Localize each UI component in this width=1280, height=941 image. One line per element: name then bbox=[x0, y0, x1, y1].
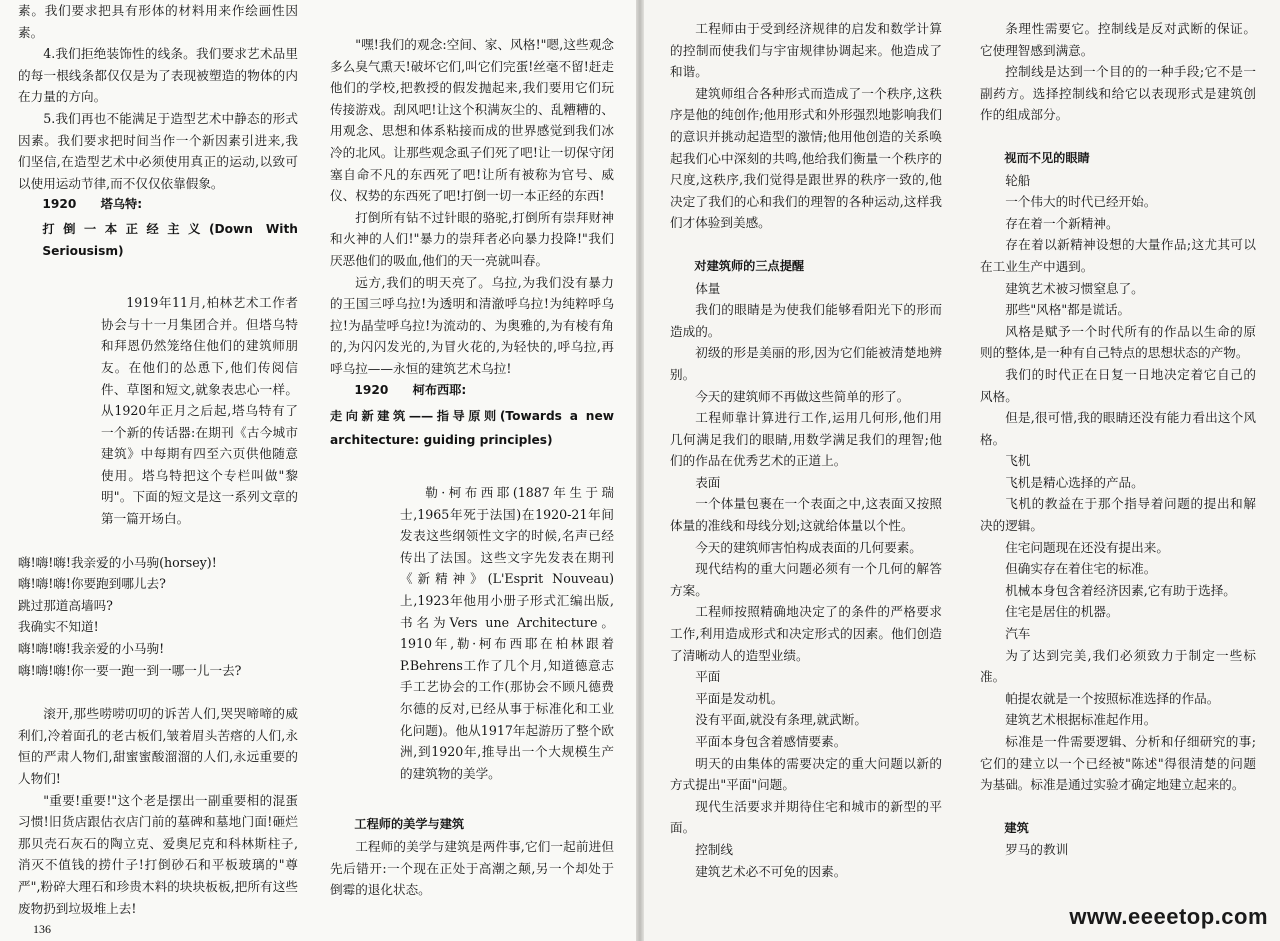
column-4 bbox=[980, 18, 1256, 861]
column-1 bbox=[18, 0, 298, 919]
subsection-title: 平面 bbox=[695, 669, 721, 685]
paragraph: 我们的眼睛是为使我们能够看阳光下的形而造成的。 bbox=[670, 302, 942, 339]
subsection-title: 体量 bbox=[695, 280, 721, 296]
page-number: 136 bbox=[33, 922, 51, 936]
subsection-title: 控制线 bbox=[695, 841, 733, 857]
intro-paragraph: 1919年11月,柏林艺术工作者协会与十一月集团合并。但塔乌特和拜恩仍然笼络住他们的建筑师朋友。在他们的怂恿下,他们传阅信件、草图和短文,就象表忠心一样。从1920年正月之后起,塔乌特有了一个新的传话器:在期刊《古今城市建筑》中每期有四至六页供他随意使用。塔乌特把这个专栏叫做"黎明"。下面的短文是这一系列文章的第一篇开场白。 bbox=[101, 295, 298, 527]
paragraph: 5.我们再也不能满足于造型艺术中静态的形式因素。我们要求把时间当作一个新因素引进来,我们坚信,在造型艺术中必须使用真正的运动,以致可以使用运动节律,而不仅仅依靠假象。 bbox=[18, 110, 298, 191]
watermark-text: www.eeeetop.com bbox=[1069, 904, 1268, 929]
paragraph: 平面本身包含着感情要素。 bbox=[695, 734, 847, 749]
section-title: 视而不见的眼睛 bbox=[1004, 150, 1090, 165]
paragraph: 机械本身包含着经济因素,它有助于选择。 bbox=[1005, 582, 1236, 598]
verse-line: 嗨!嗨!嗨!我亲爱的小马驹(horsey)! bbox=[18, 554, 217, 570]
paragraph: 但确实存在着住宅的标准。 bbox=[1005, 561, 1157, 577]
verse-line: 跳过那道高墙吗? bbox=[18, 597, 113, 613]
paragraph: 那些"风格"都是谎话。 bbox=[1005, 302, 1131, 318]
section-date-author: 1920 塔乌特: bbox=[42, 197, 143, 212]
paragraph: 飞机是精心选择的产品。 bbox=[1005, 474, 1144, 490]
section-date-author: 1920 柯布西耶: bbox=[354, 382, 467, 397]
paragraph: "嘿!我们的观念:空间、家、风格!"嗯,这些观念多么臭气熏天!破坏它们,叫它们完蛋!丝毫不留!赶走他们的学校,把教授的假发抛起来,我们要用它们玩传接游戏。刮风吧!让这个积满灰尘的、乱糟糟的、用观念、思想和体系粘接而成的世界感觉到我们冰冷的北风。让那些观念虱子们死了吧!让一切保守闭塞自命不凡的东西死了吧!让所有被称为官号、威仪、权势的东西死了吧!打倒一切一本正经的东西! bbox=[330, 37, 614, 204]
column-2 bbox=[330, 34, 614, 901]
paragraph: 工程师靠计算进行工作,运用几何形,他们用几何满足我们的眼睛,用数学满足我们的理智;他们的作品在优秀艺术的正道上。 bbox=[670, 410, 942, 469]
verse-line: 我确实不知道! bbox=[18, 619, 99, 635]
paragraph: 建筑艺术根据标准起作用。 bbox=[1005, 712, 1157, 728]
paragraph: 现代结构的重大问题必须有一个几何的解答方案。 bbox=[670, 561, 942, 598]
paragraph: 住宅问题现在还没有提出来。 bbox=[1005, 539, 1169, 555]
paragraph: 现代生活要求并期待住宅和城市的新型的平面。 bbox=[670, 798, 942, 836]
paragraph: 控制线是达到一个目的的一种手段;它不是一副药方。选择控制线和给它以表现形式是建筑创作的组成部分。 bbox=[980, 64, 1256, 123]
section-title: 建筑 bbox=[1004, 820, 1029, 835]
paragraph: 平面是发动机。 bbox=[695, 690, 784, 706]
subsection-title: 汽车 bbox=[1005, 626, 1031, 642]
subsection-title: 工程师的美学与建筑 bbox=[354, 817, 465, 832]
paragraph: 工程师的美学与建筑是两件事,它们一起前进但先后错开:一个现在正处于高潮之颠,另一个却处于倒霉的退化状态。 bbox=[330, 839, 614, 898]
paragraph: 今天的建筑师不再做这些简单的形了。 bbox=[695, 388, 910, 404]
paragraph: 但是,很可惜,我的眼睛还没有能力看出这个风格。 bbox=[980, 410, 1256, 447]
intro-paragraph: 勒·柯布西耶(1887年生于瑞士,1965年死于法国)在1920-21年间发表这些纲领性文字的时候,名声已经传出了法国。这些文字先发表在期刊《新精神》(L'Esprit Nouveau)上,1923年他用小册子形式汇编出版,书名为Vers une Architecture。1910年,勒·柯布西耶在柏林跟着P.Behrens工作了几个月,知道德意志手工艺协会的工作(那协会不顾凡德费尔德的反对,已经从事于标准化和工业化问题)。他从1917年起游历了整个欧洲,到1920年,推导出一个大规模生产的建筑物的美学。 bbox=[400, 485, 614, 781]
paragraph: 建筑艺术被习惯窒息了。 bbox=[1005, 280, 1144, 296]
paragraph: 条理性需要它。控制线是反对武断的保证。它使理智感到满意。 bbox=[980, 21, 1256, 58]
paragraph: "重要!重要!"这个老是摆出一副重要相的混蛋习惯!旧货店跟估衣店门前的墓碑和墓地门面!砸烂那贝壳石灰石的陶立克、爱奥尼克和科林斯柱子,消灭不值钱的捞什子!打倒砂石和平板玻璃的"尊严",粉碎大理石和珍贵木料的块块板板,把所有这些废物扔到垃圾堆上去! bbox=[18, 792, 298, 916]
section-title: 走向新建筑——指导原则(Towards a new architecture: guiding principles) bbox=[330, 409, 614, 448]
subsection-title: 飞机 bbox=[1005, 453, 1031, 469]
paragraph: 为了达到完美,我们必须致力于制定一些标准。 bbox=[980, 647, 1256, 685]
paragraph: 帕提农就是一个按照标准选择的作品。 bbox=[1005, 690, 1220, 706]
paragraph: 住宅是居住的机器。 bbox=[1005, 604, 1119, 620]
paragraph: 没有平面,就没有条理,就武断。 bbox=[695, 712, 867, 728]
paragraph: 风格是赋予一个时代所有的作品以生命的原则的整体,是一种有自己特点的思想状态的产物。 bbox=[980, 323, 1256, 361]
paragraph: 建筑师组合各种形式而造成了一个秩序,这秩序是他的纯创作;他用形式和外形强烈地影响我们的意识并挑动起造型的激情;他用他创造的关系唤起我们心中深刻的共鸣,他给我们衡量一个秩序的尺度,这秩序,我们觉得是跟世界的秩序一致的,他决定了我们的心和我们的理智的各种运动,这样我们才体验到美感。 bbox=[670, 85, 942, 231]
paragraph: 建筑艺术必不可免的因素。 bbox=[695, 863, 847, 879]
subsection-title: 罗马的教训 bbox=[1005, 842, 1069, 858]
paragraph: 今天的建筑师害怕构成表面的几何要素。 bbox=[695, 539, 922, 555]
verse-line: 嗨!嗨!嗨!我亲爱的小马驹! bbox=[18, 641, 165, 657]
subsection-title: 表面 bbox=[695, 474, 721, 490]
paragraph: 一个伟大的时代已经开始。 bbox=[1005, 194, 1157, 210]
section-title: 对建筑师的三点提醒 bbox=[694, 258, 805, 273]
paragraph: 一个体量包裹在一个表面之中,这表面又按照体量的准线和母线分划;这就给体量以个性。 bbox=[670, 496, 942, 534]
book-gutter bbox=[636, 0, 644, 941]
paragraph: 初级的形是美丽的形,因为它们能被清楚地辨别。 bbox=[670, 345, 942, 382]
paragraph: 滚开,那些唠唠叨叨的诉苦人们,哭哭啼啼的威利们,冷着面孔的老古板们,皱着眉头苦瘩的人们,永恒的严肃人物们,甜蜜蜜酸溜溜的人们,永远重要的人物们! bbox=[18, 706, 298, 786]
paragraph: 4.我们拒绝装饰性的线条。我们要求艺术品里的每一根线条都仅仅是为了表现被塑造的物体的内在力量的方向。 bbox=[18, 46, 298, 105]
paragraph: 飞机的教益在于那个指导着问题的提出和解决的逻辑。 bbox=[980, 496, 1256, 534]
subsection-title: 轮船 bbox=[1005, 172, 1031, 188]
paragraph: 远方,我们的明天亮了。乌拉,为我们没有暴力的王国三呼乌拉!为透明和清澈呼乌拉!为纯粹呼乌拉!为晶莹呼乌拉!为流动的、为奥雅的,为有棱有角的,为闪闪发光的,为冒火花的,为轻快的,呼乌拉,再呼乌拉——永恒的建筑艺术乌拉! bbox=[330, 274, 614, 376]
paragraph: 存在着以新精神设想的大量作品;这尤其可以在工业生产中遇到。 bbox=[980, 237, 1256, 274]
column-3 bbox=[670, 18, 942, 882]
paragraph: 我们的时代正在日复一日地决定着它自己的风格。 bbox=[980, 366, 1256, 404]
verse-line: 嗨!嗨!嗨!你一要一跑一到一哪一儿一去? bbox=[18, 662, 242, 678]
paragraph: 明天的由集体的需要决定的重大问题以新的方式提出"平面"问题。 bbox=[670, 755, 942, 793]
paragraph: 打倒所有钻不过针眼的骆驼,打倒所有崇拜财神和火神的人们!"暴力的崇拜者必向暴力投降!"我们厌恶他们的吸血,他们的天一亮就叫春。 bbox=[330, 209, 614, 268]
paragraph: 素。我们要求把具有形体的材料用来作绘画性因素。 bbox=[18, 3, 298, 40]
verse-line: 嗨!嗨!嗨!你要跑到哪儿去? bbox=[18, 576, 166, 592]
paragraph: 标准是一件需要逻辑、分析和仔细研究的事;它们的建立以一个已经被"陈述"得很清楚的问题为基础。标准是通过实验才确定地建立起来的。 bbox=[980, 734, 1256, 793]
paragraph: 工程师由于受到经济规律的启发和数学计算的控制而使我们与宇宙规律协调起来。他造成了和谐。 bbox=[670, 21, 942, 80]
paragraph: 存在着一个新精神。 bbox=[1005, 215, 1119, 231]
paragraph: 工程师按照精确地决定了的条件的严格要求工作,利用造成形式和决定形式的因素。他们创造了清晰动人的造型业绩。 bbox=[670, 604, 942, 663]
section-title: 打倒一本正经主义(Down With Seriousism) bbox=[42, 221, 298, 258]
